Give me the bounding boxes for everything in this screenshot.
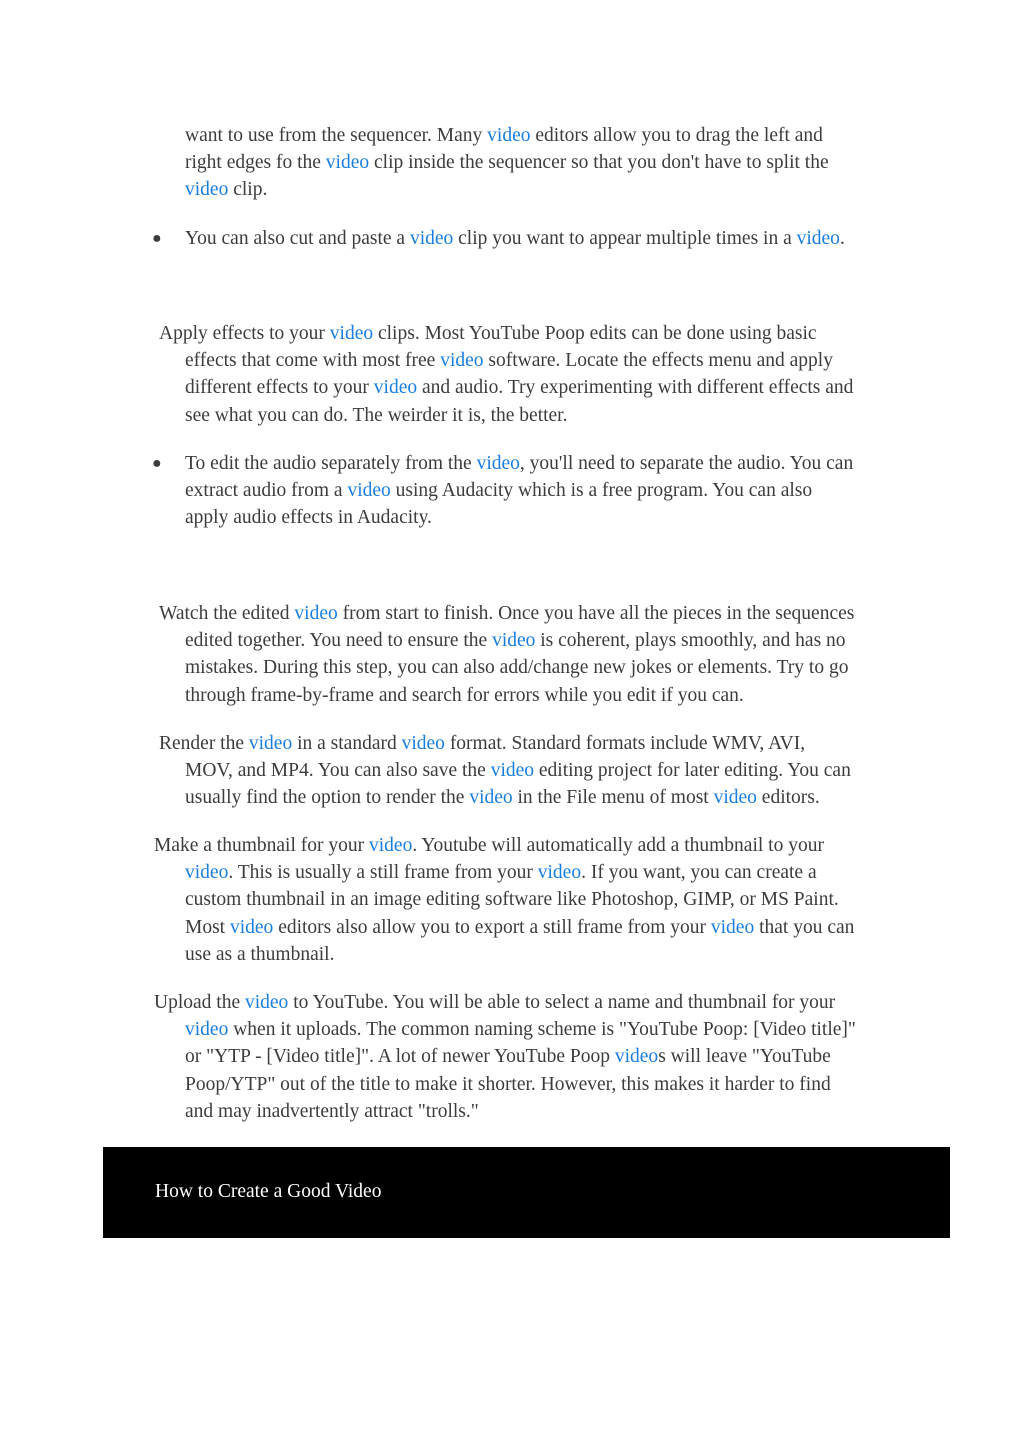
video-link[interactable]: video [469,787,513,809]
text-line [185,784,925,811]
text-run: usually find the option to render the [185,787,470,809]
text-line [185,859,925,886]
text-run: , you'll need to separate the audio. You can [519,453,854,474]
text-run: in a standard [292,733,402,754]
video-link[interactable]: video [325,152,370,174]
video-link[interactable]: video [476,453,520,474]
video-link[interactable]: video [369,835,413,856]
video-link[interactable]: video [248,733,293,754]
video-link[interactable]: video [796,228,840,249]
text-run: see what you can do. The weirder it is, the better. [185,404,568,426]
text-run: software. Locate the effects menu and apply [483,350,833,372]
text-line [185,122,925,149]
text-line [159,600,925,627]
text-run: Make a thumbnail for your [154,835,369,856]
step-render-video [159,730,925,812]
text-line [185,176,925,203]
text-run: clip you want to appear multiple times in a [453,228,797,249]
text-run: mistakes. During this step, you can also add/change new jokes or elements. Try to go [185,657,849,679]
text-run: use as a thumbnail. [185,943,335,965]
text-line [185,149,925,176]
paragraph-continued-sequencer [185,122,925,204]
text-line [154,989,925,1016]
text-run: format. Standard formats include WMV, AVI, [444,733,806,754]
bullet-marker: ● [152,455,162,472]
video-link[interactable]: video [294,603,338,624]
text-run: effects that come with most free [185,350,441,372]
text-run: Most [185,916,230,938]
text-run: different effects to your [185,377,374,399]
text-line [185,627,925,654]
bullet-marker: ● [152,230,162,247]
text-line [185,374,925,401]
text-run: You can also cut and paste a [185,228,410,249]
text-line [185,941,925,968]
text-line [185,347,925,374]
section-title: How to Create a Good Video [155,1181,382,1202]
text-run: MOV, and MP4. You can also save the [185,760,491,782]
text-run: Apply effects to your [159,323,330,344]
text-run: or "YTP - [Video title]". A lot of newer YouTube Poop [185,1046,615,1068]
video-link[interactable]: video [347,480,391,502]
text-run: that you can [754,916,855,938]
text-run: through frame-by-frame and search for errors while you edit if you can. [185,684,744,706]
video-link[interactable]: video [185,862,229,884]
text-run: using Audacity which is a free program. You can also [390,480,813,502]
text-line [185,1071,925,1098]
video-link[interactable]: video [185,1019,229,1041]
text-run: . Youtube will automatically add a thumbnail to your [412,835,824,856]
text-line [185,886,925,913]
text-run: clips. Most YouTube Poop edits can be done using basic [373,323,817,344]
video-link[interactable]: video [490,760,535,782]
text-run: To edit the audio separately from the [185,453,477,474]
text-run: Poop/YTP" out of the title to make it shorter. However, this makes it harder to find [185,1073,831,1095]
text-line [185,682,925,709]
text-run: is coherent, plays smoothly, and has no [535,630,846,652]
video-link[interactable]: video [614,1046,659,1068]
text-line [185,450,925,477]
text-line [185,477,925,504]
text-run: . [839,228,845,249]
text-run: edited together. You need to ensure the [185,630,493,652]
text-run: custom thumbnail in an image editing software like Photoshop, GIMP, or MS Paint. [185,889,839,911]
text-run: to YouTube. You will be able to select a name and thumbnail for your [288,992,836,1013]
text-run: extract audio from a [185,480,348,502]
video-link[interactable]: video [373,377,418,399]
video-link[interactable]: video [537,862,582,884]
section-banner [103,1147,950,1238]
bullet-cut-and-paste [185,225,925,252]
video-link[interactable]: video [713,787,757,809]
text-run: want to use from the sequencer. Many [185,125,488,146]
text-run: . If you want, you can create a [581,862,817,884]
step-make-thumbnail [154,832,925,968]
text-run: editors. [756,787,820,809]
text-line [185,225,925,252]
text-line [159,730,925,757]
text-run: apply audio effects in Audacity. [185,507,432,529]
text-run: clip. [228,179,268,201]
text-run: clip inside the sequencer so that you don't have to split the [369,152,829,174]
text-line [159,320,925,347]
text-line [185,914,925,941]
video-link[interactable]: video [329,323,374,344]
video-link[interactable]: video [710,916,755,938]
step-apply-effects [159,320,925,429]
text-line [185,1098,925,1125]
video-link[interactable]: video [492,630,536,652]
video-link[interactable]: video [185,179,229,201]
text-run: editors also allow you to export a still frame from your [273,916,711,938]
text-run: in the File menu of most [512,787,714,809]
text-run: and audio. Try experimenting with different effects and [417,377,854,399]
step-upload-video [154,989,925,1125]
text-run: when it uploads. The common naming scheme is "YouTube Poop: [Video title]" [228,1019,856,1041]
text-run: Render the [159,733,249,754]
text-line [185,654,925,681]
text-line [185,504,925,531]
text-run: right edges fo the [185,152,326,174]
text-run: s will leave "YouTube [658,1046,831,1068]
video-link[interactable]: video [229,916,274,938]
text-run: and may inadvertently attract "trolls." [185,1100,479,1122]
text-run: Watch the edited [159,603,295,624]
text-run: editors allow you to drag the left and [530,125,823,146]
video-link[interactable]: video [487,125,531,146]
text-run: from start to finish. Once you have all the pieces in the sequences [337,603,855,624]
video-link[interactable]: video [409,228,454,249]
text-run: . This is usually a still frame from your [228,862,538,884]
text-line [154,832,925,859]
step-watch-edited-video [159,600,925,709]
text-line [185,757,925,784]
text-run: Upload the [154,992,245,1013]
text-line [185,402,925,429]
text-run: editing project for later editing. You can [534,760,851,782]
text-line [185,1043,925,1070]
video-link[interactable]: video [401,733,445,754]
video-link[interactable]: video [244,992,289,1013]
bullet-edit-audio [185,450,925,532]
text-line [185,1016,925,1043]
video-link[interactable]: video [440,350,484,372]
